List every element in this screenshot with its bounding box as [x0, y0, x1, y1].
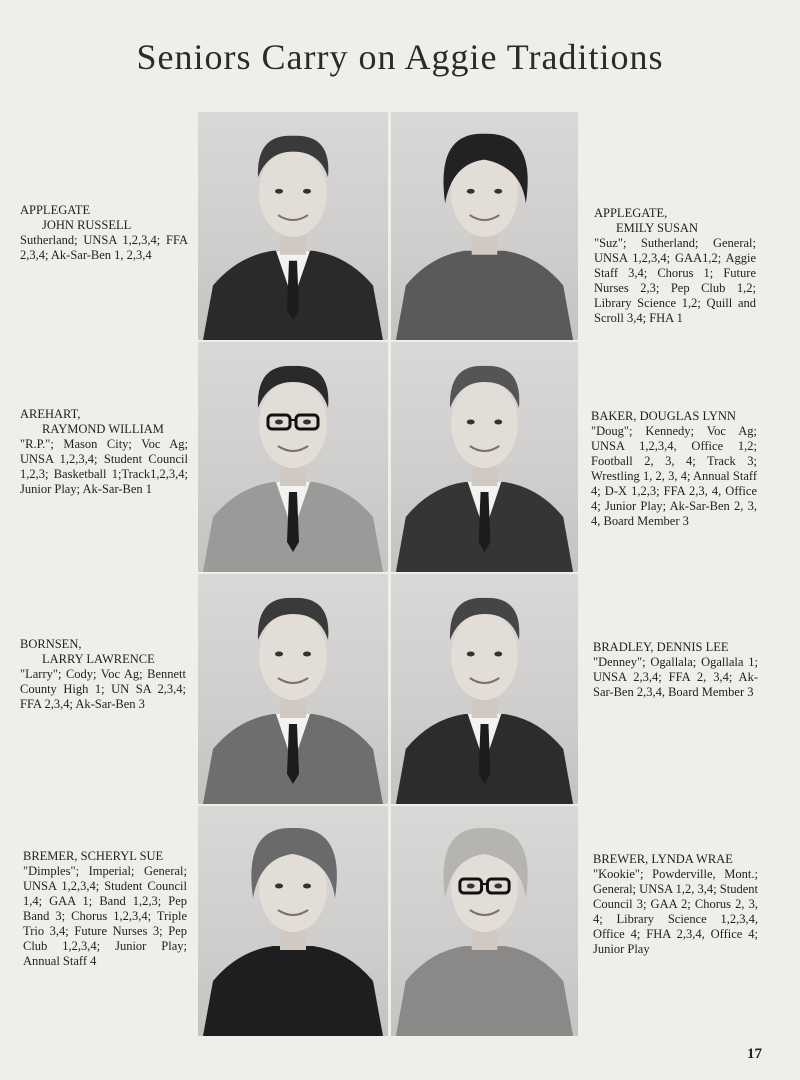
face [259, 612, 327, 700]
portrait-lynda-brewer [391, 806, 578, 1036]
portrait-photo-4 [391, 342, 578, 572]
necktie [287, 261, 299, 320]
senior-activities-6: "Denney"; Ogallala; Ogallala 1; UNSA 2,3,4; FFA 2, 3,4; Ak- Sar-Ben 2,3,4, Board Member 3 [593, 655, 758, 699]
portrait-john-applegate [198, 112, 388, 340]
senior-activities-8: "Kookie"; Powderville, Mont.; General; UNSA 1,2, 3,4; Student Council 3; GAA 2; Chorus 2, 3, 4; Library Science 1,2,3,4, Office 4; FHA 2,3,4, Office 4; Junior Play [593, 867, 758, 956]
necktie [479, 724, 491, 784]
necktie [287, 492, 299, 552]
clothing [396, 946, 573, 1036]
page-number: 17 [747, 1046, 762, 1062]
face [451, 380, 518, 468]
left-eye [275, 652, 283, 657]
right-eye [303, 652, 311, 657]
clothing [203, 946, 383, 1036]
senior-name-3a: AREHART, [20, 407, 81, 421]
left-eye [467, 652, 475, 657]
left-eye [467, 420, 475, 425]
right-eye [303, 420, 311, 425]
clothing [396, 251, 573, 340]
face [259, 150, 327, 237]
page-title: Seniors Carry on Aggie Traditions [136, 37, 664, 77]
right-eye [303, 189, 311, 194]
senior-activities-4: "Doug"; Kennedy; Voc Ag; UNSA 1,2,3,4, Office 1,2; Football 2, 3, 4; Track 3; Wrestling 1, 2, 3, 4; Annual Staff 4; D-X 1,2,3; FFA 2,3, 4, Office 4; Junior Play; Ak-Sar-Ben 2, 3, 4, Board Member 3 [591, 424, 757, 528]
senior-activities-1: Sutherland; UNSA 1,2,3,4; FFA 2,3,4; Ak-Sar-Ben 1, 2,3,4 [20, 233, 188, 262]
necktie [287, 724, 299, 784]
portrait-photo-8 [391, 806, 578, 1036]
portrait-photo-2 [391, 112, 578, 340]
senior-bio-3 [20, 407, 188, 497]
senior-name-3b: RAYMOND WILLIAM [42, 422, 164, 436]
senior-activities-5: "Larry"; Cody; Voc Ag; Bennett County High 1; UN SA 2,3,4; FFA 2,3,4; Ak-Sar-Ben 3 [20, 667, 186, 711]
right-eye [494, 420, 502, 425]
senior-activities-3: "R.P."; Mason City; Voc Ag; UNSA 1,2,3,4; Student Council 1,2,3; Basketball 1;Track1,2,3,4; Junior Play; Ak-Sar-Ben 1 [20, 437, 188, 496]
senior-bio-2 [594, 206, 756, 326]
senior-name-7a: BREMER, SCHERYL SUE [23, 849, 164, 863]
portrait-photo-5 [198, 574, 388, 804]
senior-name-1a: APPLEGATE [20, 203, 91, 217]
portrait-photo-6 [391, 574, 578, 804]
senior-name-5b: LARRY LAWRENCE [42, 652, 155, 666]
senior-bio-5 [20, 637, 186, 712]
face [451, 612, 518, 700]
senior-name-1b: JOHN RUSSELL [42, 218, 132, 232]
left-eye [467, 884, 475, 889]
senior-name-2b: EMILY SUSAN [616, 221, 698, 235]
right-eye [494, 652, 502, 657]
senior-name-2a: APPLEGATE, [594, 206, 668, 220]
portrait-photo-7 [198, 806, 388, 1036]
right-eye [494, 189, 502, 194]
portrait-photo-3 [198, 342, 388, 572]
senior-bio-8 [593, 852, 758, 957]
portrait-douglas-baker [391, 342, 578, 572]
left-eye [275, 884, 283, 889]
senior-bio-4 [591, 409, 757, 529]
senior-name-8a: BREWER, LYNDA WRAE [593, 852, 733, 866]
senior-activities-7: "Dimples"; Imperial; General; UNSA 1,2,3,4; Student Council 1,4; GAA 1; Band 1,2,3; Pep Band 3; Chorus 1,2,3,4; Triple Trio 3,4; Future Nurses 3; Pep Club 1,2,3,4; Junior Play; Annual Staff 4 [23, 864, 187, 968]
necktie [479, 492, 491, 552]
portrait-raymond-arehart [198, 342, 388, 572]
senior-bio-6 [593, 640, 758, 700]
senior-activities-2: "Suz"; Sutherland; General; UNSA 1,2,3,4; GAA1,2; Aggie Staff 3,4; Chorus 1; Future Nurses 2,3; Pep Club 1,2; Library Science 1,2; Quill and Scroll 3,4; FHA 1 [594, 236, 756, 325]
left-eye [467, 189, 475, 194]
portrait-scheryl-bremer [198, 806, 388, 1036]
right-eye [303, 884, 311, 889]
portrait-photo-1 [198, 112, 388, 340]
right-eye [494, 884, 502, 889]
portrait-dennis-bradley [391, 574, 578, 804]
senior-name-5a: BORNSEN, [20, 637, 82, 651]
senior-bio-1 [20, 203, 188, 263]
senior-name-6a: BRADLEY, DENNIS LEE [593, 640, 729, 654]
left-eye [275, 189, 283, 194]
portrait-larry-bornsen [198, 574, 388, 804]
senior-name-4a: BAKER, DOUGLAS LYNN [591, 409, 736, 423]
portrait-emily-applegate [391, 112, 578, 340]
left-eye [275, 420, 283, 425]
senior-bio-7 [23, 849, 187, 969]
